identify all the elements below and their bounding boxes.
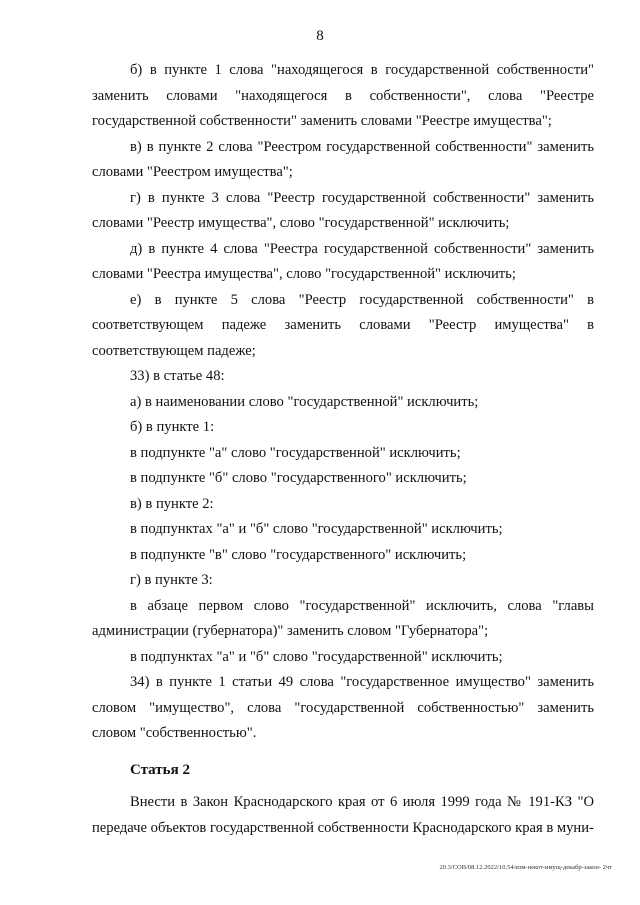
article-paragraph: Внести в Закон Краснодарского края от 6 июля 1999 года № 191-КЗ "О передаче объектов государственной собственности Краснодарского края в муни- (92, 794, 594, 836)
page-number: 8 (316, 28, 324, 44)
paragraph: 33) в статье 48: (130, 368, 225, 384)
paragraph: г) в пункте 3: (130, 572, 213, 588)
paragraph: в) в пункте 2 слова "Реестром государственной собственности" заменить словами "Реестром имущества"; (92, 138, 594, 180)
paragraph: в подпункте "а" слово "государственной" исключить; (130, 444, 461, 461)
paragraph: 34) в пункте 1 статьи 49 слова "государственное имущество" заменить словом "имущество", слова "государственной собственностью" заменить словом "собственностью". (92, 674, 594, 741)
paragraph: б) в пункте 1 слова "находящегося в государственной собственности" заменить словами "находящегося в собственности", слова "Реестре государственной собственности" заменить словами "Реестре имущества"; (92, 62, 594, 129)
article-heading: Статья 2 (130, 762, 190, 778)
paragraph: в абзаце первом слово "государственной" исключить, слова "главы администрации (губернатора)" заменить словом "Губернатора"; (92, 597, 594, 639)
paragraph: е) в пункте 5 слова "Реестр государственной собственности" в соответствующем падеже заменить словами "Реестр имущества" в соответствующем падеже; (92, 291, 594, 359)
document-footer-code: 20.3/СОВ/08.12.2022/10.54/изм-некот-имущ-декабр-закон- 2чт (439, 864, 612, 871)
paragraph: в подпунктах "а" и "б" слово "государственной" исключить; (130, 521, 503, 537)
paragraph: в) в пункте 2: (130, 495, 214, 512)
article-body (92, 790, 594, 841)
paragraph: в подпункте "б" слово "государственного" исключить; (130, 470, 467, 486)
paragraph: б) в пункте 1: (130, 419, 215, 435)
amendments-body (92, 58, 594, 747)
paragraph: г) в пункте 3 слова "Реестр государственной собственности" заменить словами "Реестр имущества", слово "государственной" исключить; (92, 189, 594, 231)
paragraph: д) в пункте 4 слова "Реестра государственной собственности" заменить словами "Реестра имущества", слово "государственной" исключить; (92, 240, 594, 282)
paragraph: в подпунктах "а" и "б" слово "государственной" исключить; (130, 648, 503, 665)
paragraph: в подпункте "в" слово "государственного" исключить; (130, 546, 467, 563)
paragraph: а) в наименовании слово "государственной" исключить; (130, 393, 479, 410)
